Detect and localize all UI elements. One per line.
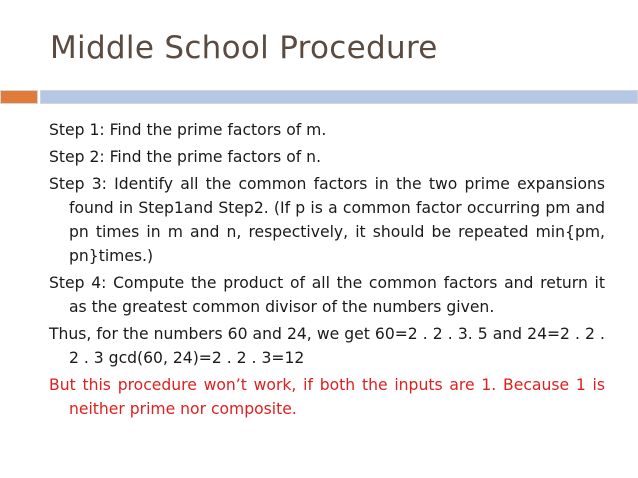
step-3-text: Step 3: Identify all the common factors in the two prime expansions found in Step1and Step2. (If p is a common factor occurring pm and pn times in m and n, respectively, it should be repeated min{pm, pn}times.) (49, 175, 605, 265)
title-accent-bar-blue (40, 90, 638, 104)
slide-body (49, 118, 605, 424)
warning-text: But this procedure won’t work, if both the inputs are 1. Because 1 is neither prime nor composite. (49, 376, 605, 418)
title-accent-bar-orange (0, 90, 38, 104)
step-1-text: Step 1: Find the prime factors of m. (49, 121, 327, 139)
slide-title: Middle School Procedure (50, 30, 438, 66)
step-2-text: Step 2: Find the prime factors of n. (49, 148, 322, 166)
step-4-text: Step 4: Compute the product of all the common factors and return it as the greatest common divisor of the numbers given. (49, 274, 605, 316)
example-text: Thus, for the numbers 60 and 24, we get 60=2 . 2 . 3. 5 and 24=2 . 2 . 2 . 3 gcd(60, 24)=2 . 2 . 3=12 (49, 325, 605, 367)
